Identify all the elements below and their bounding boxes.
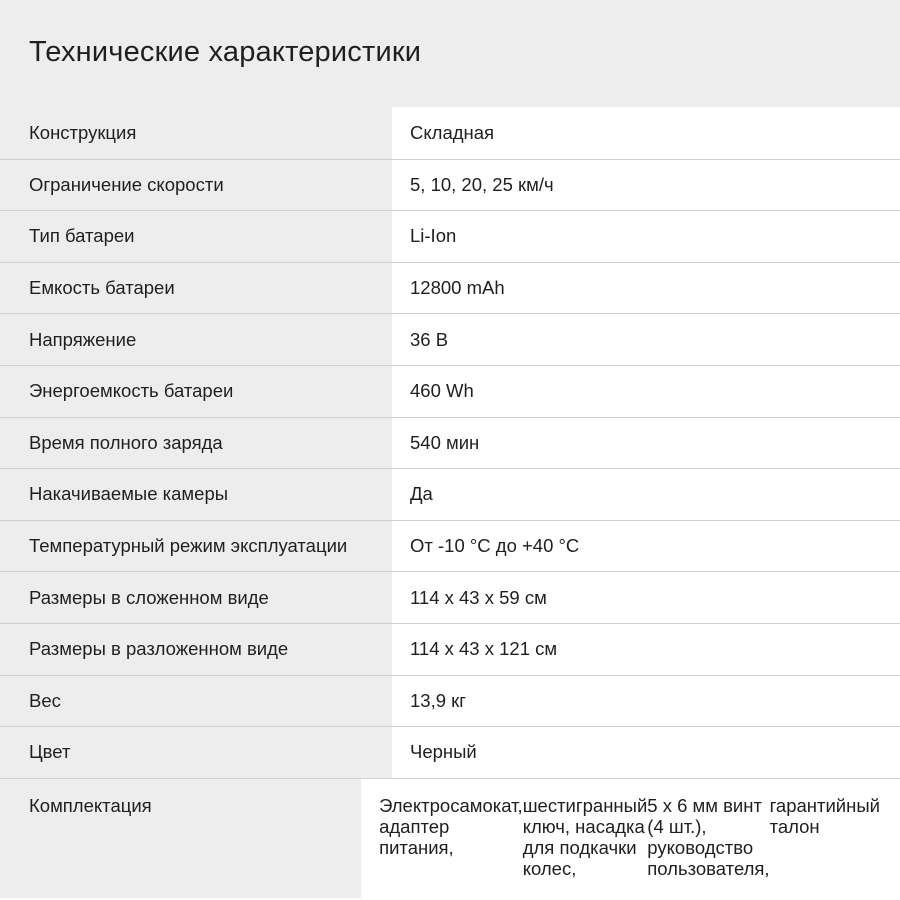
spec-label: Время полного заряда — [0, 418, 392, 469]
spec-row — [0, 417, 900, 469]
spec-value: 12800 mAh — [392, 263, 900, 314]
spec-row — [0, 726, 900, 778]
spec-row — [0, 107, 900, 159]
spec-row — [0, 520, 900, 572]
spec-row — [0, 468, 900, 520]
spec-value: 540 мин — [392, 418, 900, 469]
spec-value: 114 x 43 x 59 см — [392, 572, 900, 623]
spec-label: Температурный режим эксплуатации — [0, 521, 392, 572]
spec-row — [0, 313, 900, 365]
spec-table — [0, 107, 900, 898]
package-label: Комплектация — [0, 779, 361, 898]
spec-label: Энергоемкость батареи — [0, 366, 392, 417]
spec-value: 460 Wh — [392, 366, 900, 417]
spec-row — [0, 571, 900, 623]
spec-value: От -10 °С до +40 °С — [392, 521, 900, 572]
spec-value: 5, 10, 20, 25 км/ч — [392, 160, 900, 211]
page-title: Технические характеристики — [29, 36, 422, 68]
spec-value: 36 В — [392, 314, 900, 365]
spec-label: Размеры в разложенном виде — [0, 624, 392, 675]
spec-row — [0, 365, 900, 417]
spec-label: Напряжение — [0, 314, 392, 365]
spec-value: Складная — [392, 107, 900, 159]
header — [0, 0, 900, 107]
spec-value: 13,9 кг — [392, 676, 900, 727]
spec-row — [0, 210, 900, 262]
spec-value: Да — [392, 469, 900, 520]
spec-value: Черный — [392, 727, 900, 778]
spec-row — [0, 159, 900, 211]
spec-label: Ограничение скорости — [0, 160, 392, 211]
spec-label: Размеры в сложенном виде — [0, 572, 392, 623]
spec-label: Накачиваемые камеры — [0, 469, 392, 520]
spec-label: Цвет — [0, 727, 392, 778]
spec-label: Вес — [0, 676, 392, 727]
spec-row — [0, 675, 900, 727]
spec-value: Li-Ion — [392, 211, 900, 262]
spec-row — [0, 262, 900, 314]
spec-label: Тип батареи — [0, 211, 392, 262]
package-line: 5 х 6 мм винт (4 шт.), руководство пользователя, — [647, 794, 770, 879]
package-line: гарантийный талон — [769, 794, 880, 837]
spec-label: Конструкция — [0, 107, 392, 159]
spec-row — [0, 623, 900, 675]
package-line: Электросамокат, адаптер питания, — [379, 794, 523, 858]
package-line: шестигранный ключ, насадка для подкачки колес, — [522, 794, 648, 879]
spec-row-package — [0, 778, 900, 898]
spec-label: Емкость батареи — [0, 263, 392, 314]
package-value — [361, 779, 900, 898]
spec-value: 114 x 43 x 121 см — [392, 624, 900, 675]
